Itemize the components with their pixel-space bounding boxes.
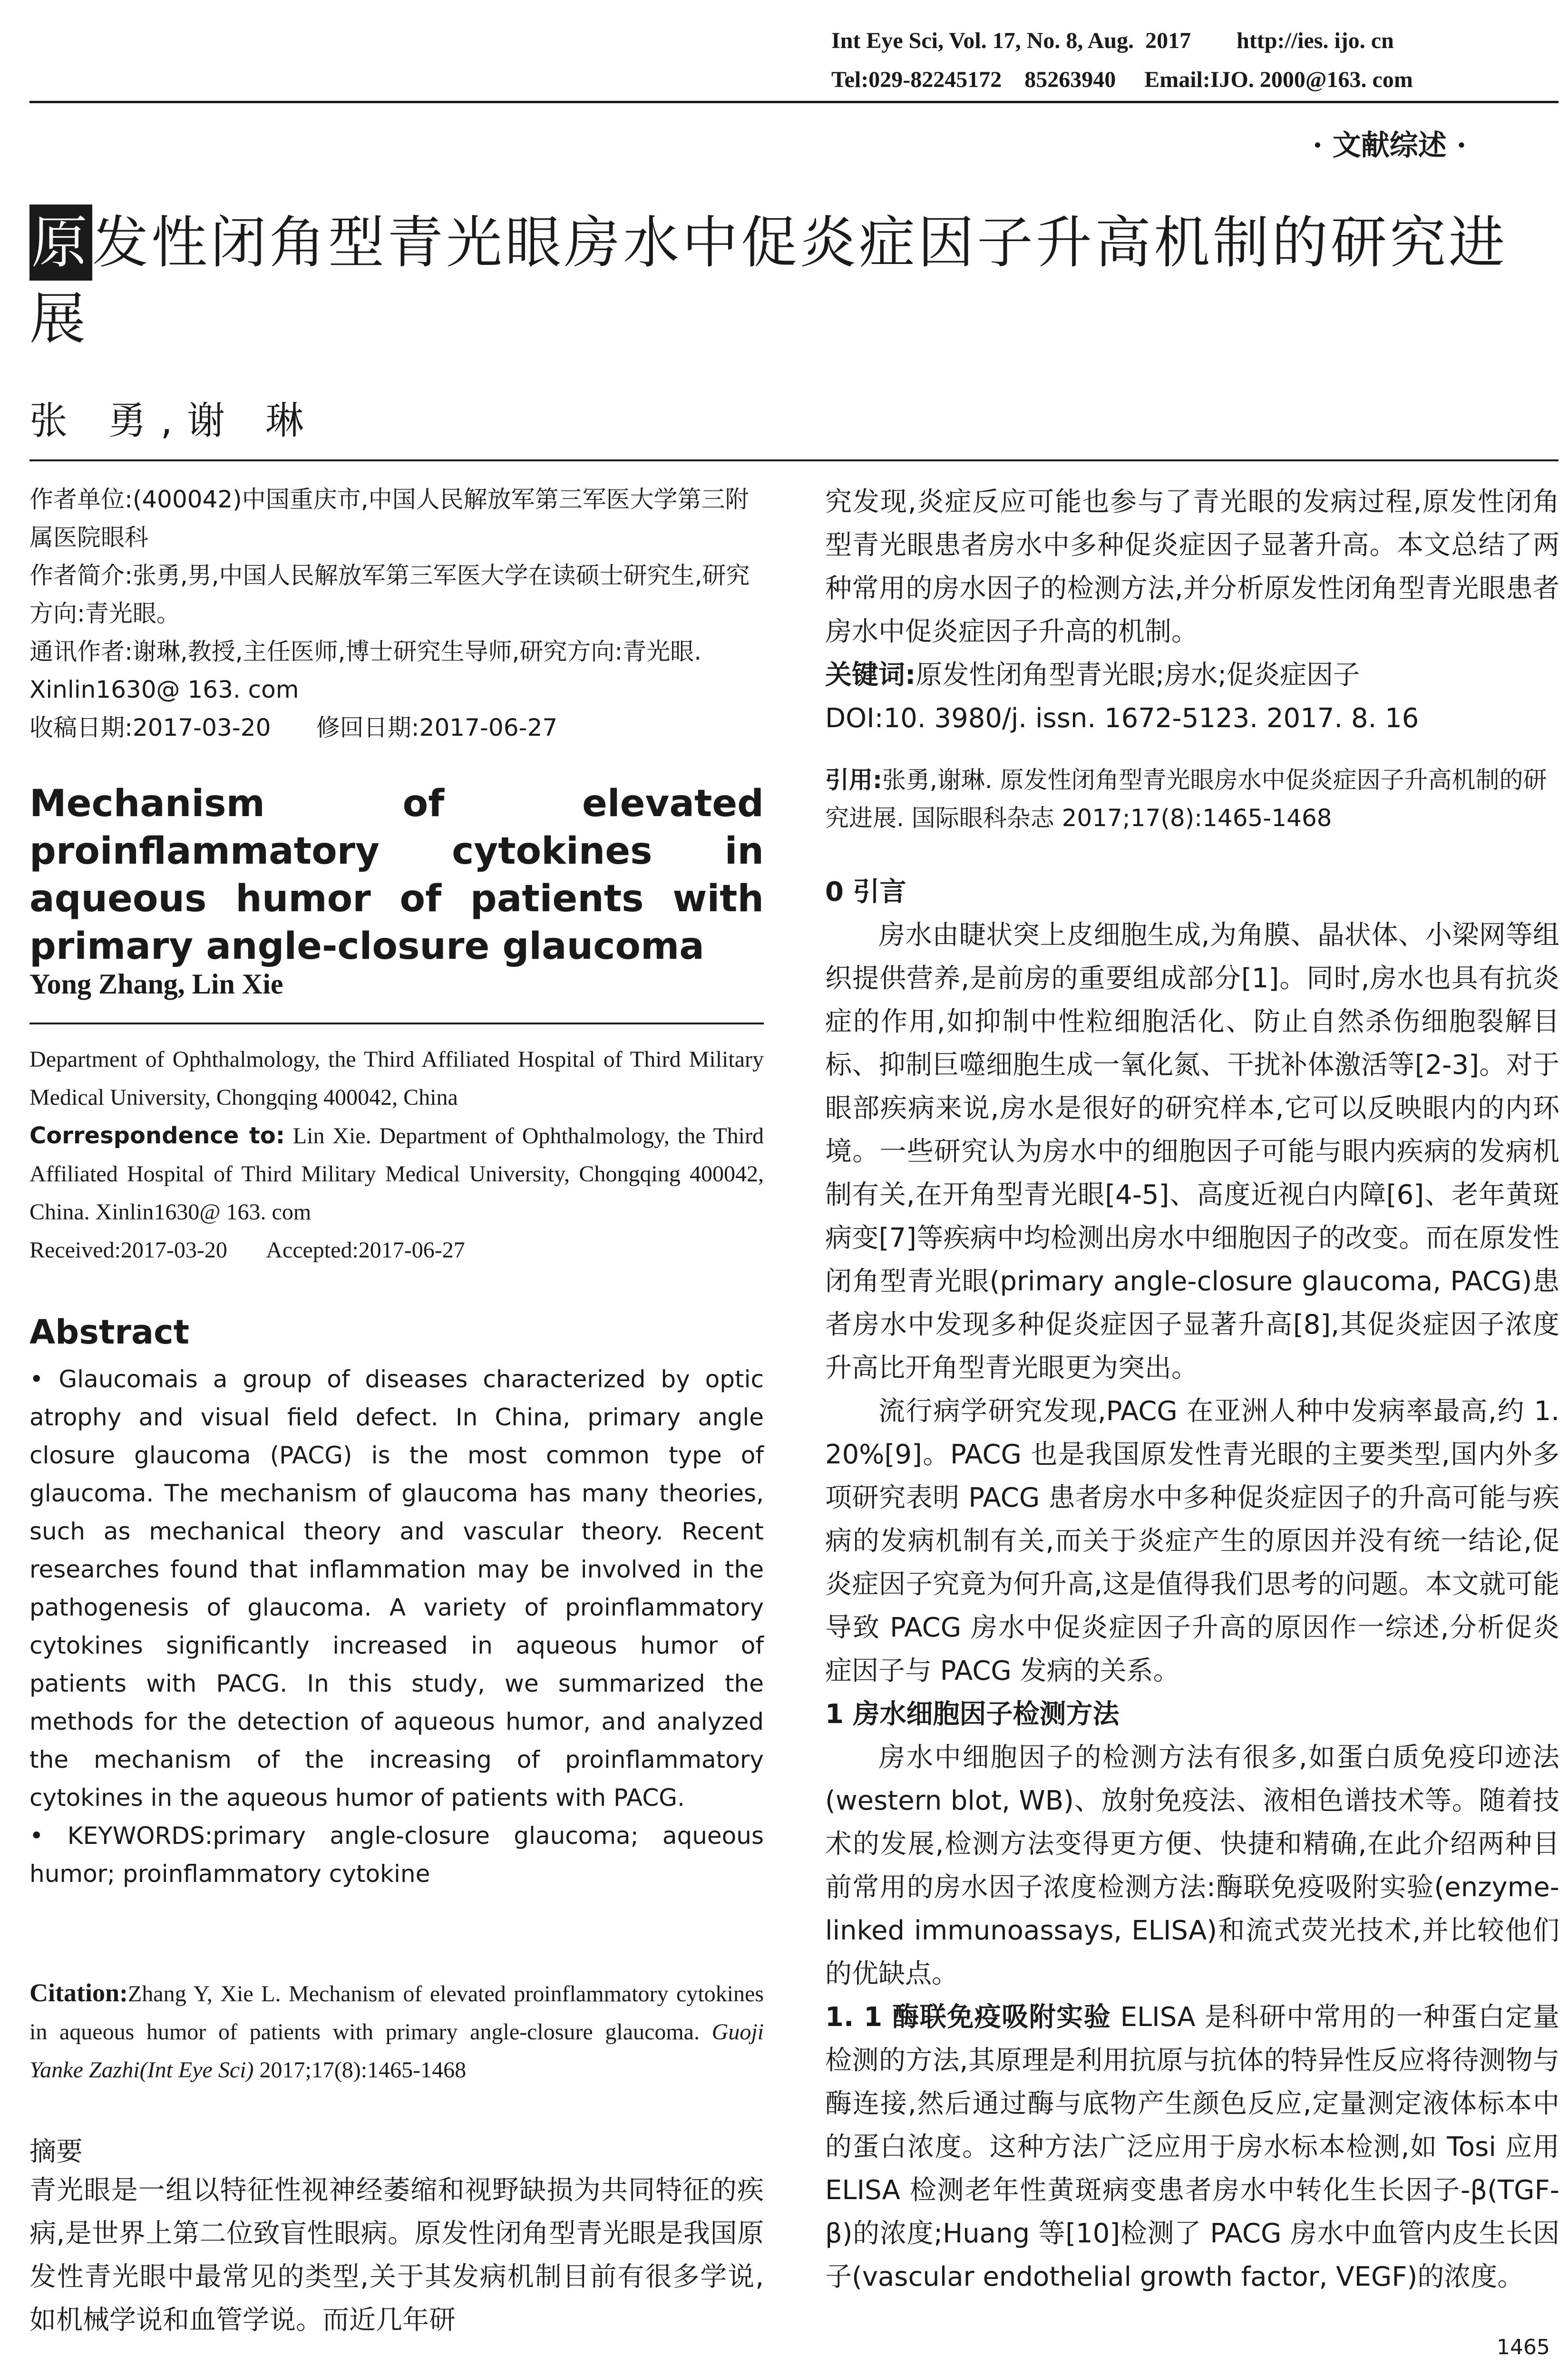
authors-cn: 张 勇,谢 琳 [29, 399, 318, 443]
citation-en-journal: Guoji Yanke Zazhi(Int Eye Sci) [29, 2019, 764, 2083]
affiliation-cn: 作者单位:(400042)中国重庆市,中国人民解放军第三军医大学第三附属医院眼科 [29, 486, 749, 551]
paragraph-4 [825, 1996, 1559, 2299]
paper-title [29, 205, 1551, 357]
author-info-cn [29, 480, 764, 747]
journal-header-line2: Tel:029-82245172 85263940 Email:IJO. 2000@163. com [831, 67, 1413, 92]
abstract-cn-heading: 摘要 [29, 2136, 83, 2167]
citation-cn-label: 引用: [825, 766, 882, 794]
english-title: Mechanism of elevated proinflammatory cytokines in aqueous humor of patients with primary angle-closure glaucoma [29, 782, 764, 968]
abstract-heading: Abstract [29, 1313, 190, 1352]
authors-rule [29, 459, 1558, 461]
abstract-body: • Glaucomais a group of diseases characterized by optic atrophy and visual field defect. In China, primary angle closure glaucoma (PACG) is the most common type of glaucoma. The mechanism of glaucoma has many theories, such as mechanical theory and vascular theory. Recent researches found that inflammation may be involved in the pathogenesis of glaucoma. A variety of proinflammatory cytokines significantly increased in aqueous humor of patients with PACG. In this study, we summarized the methods for the detection of aqueous humor, and analyzed the mechanism of the increasing of proinflammatory cytokines in the aqueous humor of patients with PACG. [29, 1365, 764, 1812]
citation-en-tail: 2017;17(8):1465-1468 [253, 2057, 467, 2083]
english-department: Department of Ophthalmology, the Third Affiliated Hospital of Third Military Medical University, Chongqing 400042, China [29, 1047, 764, 1110]
correspondence-cn: 通讯作者:谢琳,教授,主任医师,博士研究生导师,研究方向:青光眼. Xinlin1630@ 163. com [29, 638, 702, 703]
journal-header-line1: Int Eye Sci, Vol. 17, No. 8, Aug. 2017 http://ies. ijo. cn [831, 28, 1394, 53]
section-1-heading: 1 房水细胞因子检测方法 [825, 1699, 1120, 1730]
abstract-keywords: • KEYWORDS:primary angle-closure glaucoma; aqueous humor; proinflammatory cytokine [29, 1822, 764, 1888]
correspondence-label: Correspondence to: [29, 1122, 285, 1149]
paragraph-2: 流行病学研究发现,PACG 在亚洲人种中发病率最高,约 1. 20%[9]。PACG 也是我国原发性青光眼的主要类型,国内外多项研究表明 PACG 患者房水中多种促炎症因子的升高可能与疾病的发病机制有关,而关于炎症产生的原因并没有统一结论,促炎症因子究竟为何升高,这是值得我们思考的问题。本文就可能导致 PACG 房水中促炎症因子升高的原因作一综述,分析促炎症因子与 PACG 发病的关系。 [825, 1396, 1560, 1686]
paragraph-1: 房水由睫状突上皮细胞生成,为角膜、晶状体、小梁网等组织提供营养,是前房的重要组成部分[1]。同时,房水也具有抗炎症的作用,如抑制中性粒细胞活化、防止自然杀伤细胞裂解目标、抑制巨噬细胞生成一氧化氮、干扰补体激活等[2-3]。对于眼部疾病来说,房水是很好的研究样本,它可以反映眼内的内环境。一些研究认为房水中的细胞因子可能与眼内疾病的发病机制有关,在开角型青光眼[4-5]、高度近视白内障[6]、老年黄斑病变[7]等疾病中均检测出房水中细胞因子的改变。而在原发性闭角型青光眼(primary angle-closure glaucoma, PACG)患者房水中发现多种促炎症因子显著升高[8],其促炎症因子浓度升高比开角型青光眼更为突出。 [825, 920, 1559, 1383]
abstract-cn-body-right: 究发现,炎症反应可能也参与了青光眼的发病过程,原发性闭角型青光眼患者房水中多种促炎症因子显著升高。本文总结了两种常用的房水因子的检测方法,并分析原发性闭角型青光眼患者房水中促炎症因子升高的机制。 [825, 487, 1559, 647]
keywords-cn-text: 原发性闭角型青光眼;房水;促炎症因子 [915, 660, 1360, 691]
section-1-1-heading: 1. 1 酶联免疫吸附实验 [825, 2002, 1111, 2033]
keywords-cn [825, 653, 1559, 697]
main-body [825, 870, 1559, 2299]
english-authors-rule [29, 1023, 764, 1024]
citation-en [29, 1974, 764, 2089]
header-rule [29, 101, 1558, 103]
dates-cn: 收稿日期:2017-03-20 修回日期:2017-06-27 [29, 714, 558, 741]
abstract-body-block [29, 1360, 764, 1893]
paragraph-4-text: ELISA 是科研中常用的一种蛋白定量检测的方法,其原理是利用抗原与抗体的特异性反应将待测物与酶连接,然后通过酶与底物产生颜色反应,定量测定液体标本中的蛋白浓度。这种方法广泛应用于房水标本检测,如 Tosi 应用 ELISA 检测老年性黄斑病变患者房水中转化生长因子-β(TGF-β)的浓度;Huang 等[10]检测了 PACG 房水中血管内皮生长因子(vascular endothelial growth factor, VEGF)的浓度。 [825, 2002, 1559, 2292]
citation-cn [825, 761, 1559, 837]
english-dates: Received:2017-03-20 Accepted:2017-06-27 [29, 1237, 465, 1263]
title-rest: 发性闭角型青光眼房水中促炎症因子升高机制的研究进展 [29, 210, 1508, 351]
section-tag: · 文献综述 · [1313, 129, 1467, 162]
section-0-heading: 0 引言 [825, 877, 906, 907]
english-affiliation-block [29, 1041, 764, 1269]
title-first-char: 原 [29, 205, 92, 281]
paragraph-3: 房水中细胞因子的检测方法有很多,如蛋白质免疫印迹法(western blot, WB)、放射免疫法、液相色谱技术等。随着技术的发展,检测方法变得更方便、快捷和精确,在此介绍两种目前常用的房水因子浓度检测方法:酶联免疫吸附实验(enzyme-linked immunoassays, ELISA)和流式荧光技术,并比较他们的优缺点。 [825, 1742, 1559, 1989]
keywords-cn-label: 关键词: [825, 660, 916, 691]
author-intro-cn: 作者简介:张勇,男,中国人民解放军第三军医大学在读硕士研究生,研究方向:青光眼。 [29, 562, 750, 627]
citation-en-label: Citation: [29, 1978, 128, 2007]
correspondence-text: Lin Xie. Department of Ophthalmology, the Third Affiliated Hospital of Third Military Medical University, Chongqing 400042, China. Xinlin1630@ 163. com [29, 1123, 764, 1225]
english-authors: Yong Zhang, Lin Xie [29, 968, 283, 1000]
doi: DOI:10. 3980/j. issn. 1672-5123. 2017. 8. 16 [825, 703, 1419, 734]
abstract-cn-right [825, 480, 1559, 740]
citation-cn-text: 张勇,谢琳. 原发性闭角型青光眼房水中促炎症因子升高机制的研究进展. 国际眼科杂志 2017;17(8):1465-1468 [825, 766, 1547, 832]
citation-en-text: Zhang Y, Xie L. Mechanism of elevated proinflammatory cytokines in aqueous humor of patients with primary angle-closure glaucoma. [29, 1981, 764, 2045]
english-correspondence [29, 1117, 764, 1231]
page-number: 1465 [1497, 2335, 1550, 2359]
abstract-cn-body-left: 青光眼是一组以特征性视神经萎缩和视野缺损为共同特征的疾病,是世界上第二位致盲性眼病。原发性闭角型青光眼是我国原发性青光眼中最常见的类型,关于其发病机制目前有很多学说,如机械学说和血管学说。而近几年研 [29, 2175, 764, 2336]
